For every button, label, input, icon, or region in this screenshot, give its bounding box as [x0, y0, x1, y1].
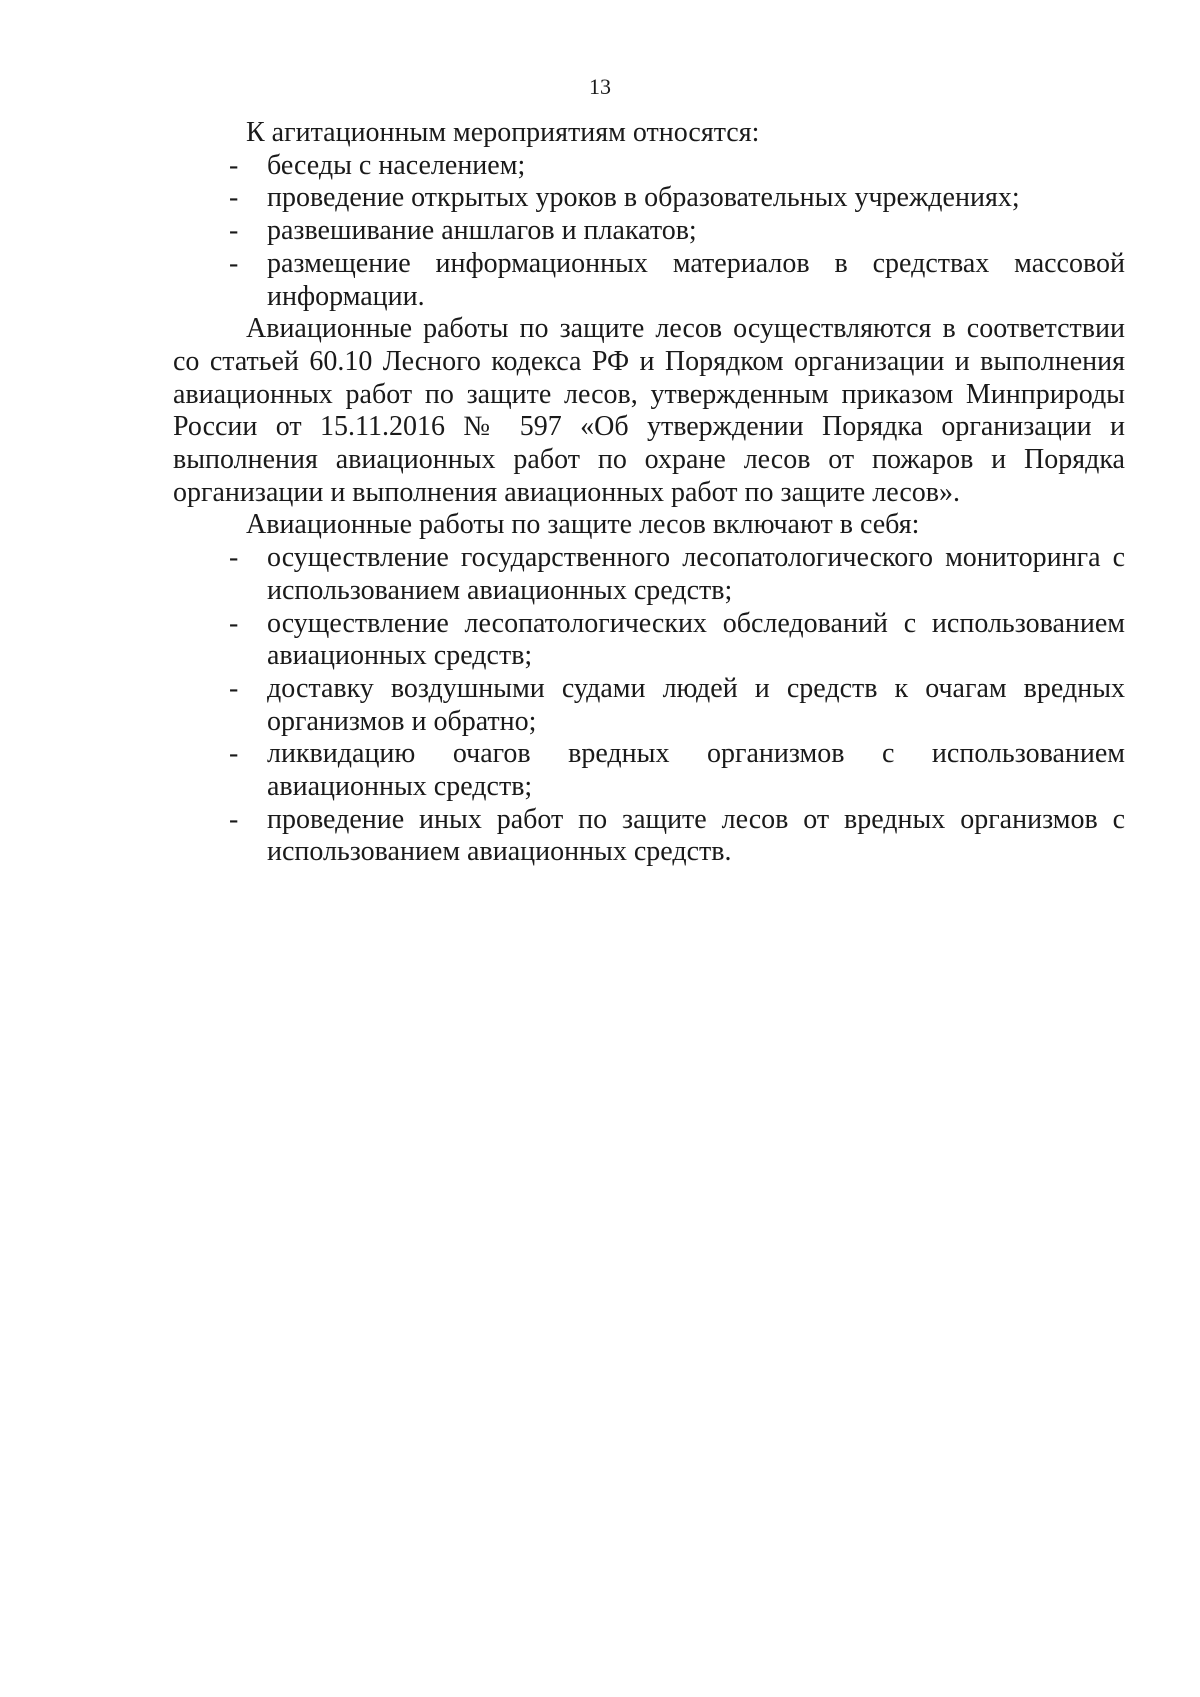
bullet-dash: - — [229, 672, 239, 704]
list-item-text: размещение информационных материалов в средствах массовой информации. — [267, 247, 1125, 312]
list-item-text: проведение открытых уроков в образовательных учреждениях; — [267, 182, 1020, 214]
list-item — [173, 542, 1125, 607]
bullet-dash: - — [229, 247, 239, 279]
document-body — [173, 117, 1125, 869]
list-item — [173, 804, 1125, 869]
intro-aviation-works: Авиационные работы по защите лесов включают в себя: — [246, 509, 920, 541]
list-item — [173, 248, 1125, 313]
list-item-text: доставку воздушными судами людей и средств к очагам вредных организмов и обратно; — [267, 672, 1125, 737]
bullet-dash: - — [229, 542, 239, 574]
list-item — [173, 215, 1125, 248]
bullet-dash: - — [229, 607, 239, 639]
bullet-dash: - — [229, 182, 239, 214]
page-number: 13 — [589, 74, 611, 99]
bullet-dash: - — [229, 803, 239, 835]
list-item — [173, 150, 1125, 183]
list-item-text: развешивание аншлагов и плакатов; — [267, 215, 697, 247]
paragraph-aviation-law: Авиационные работы по защите лесов осуществляются в соответствии со статьей 60.10 Лесного кодекса РФ и Порядком организации и выполнения авиационных работ по защите лесов, утвержденным приказом Минприроды России от 15.11.2016 № 597 «Об утверждении Порядка организации и выполнения авиационных работ по охране лесов от пожаров и Порядка организации и выполнения авиационных работ по защите лесов». — [173, 313, 1125, 508]
list-item-text: беседы с населением; — [267, 149, 526, 181]
bullet-dash: - — [229, 738, 239, 770]
list-item-text: осуществление лесопатологических обследований с использованием авиационных средств; — [267, 607, 1125, 672]
list-item — [173, 738, 1125, 803]
list-item — [173, 608, 1125, 673]
list-item-text: ликвидацию очагов вредных организмов с использованием авиационных средств; — [267, 738, 1125, 803]
list-item — [173, 673, 1125, 738]
bullet-dash: - — [229, 149, 239, 181]
bullet-dash: - — [229, 215, 239, 247]
aviation-works-list — [173, 542, 1125, 869]
list-item — [173, 182, 1125, 215]
intro-agitation: К агитационным мероприятиям относятся: — [246, 117, 760, 148]
list-item-text: проведение иных работ по защите лесов от вредных организмов с использованием авиационных средств. — [267, 803, 1125, 868]
agitation-list — [173, 150, 1125, 314]
list-item-text: осуществление государственного лесопатологического мониторинга с использованием авиационных средств; — [267, 542, 1125, 606]
